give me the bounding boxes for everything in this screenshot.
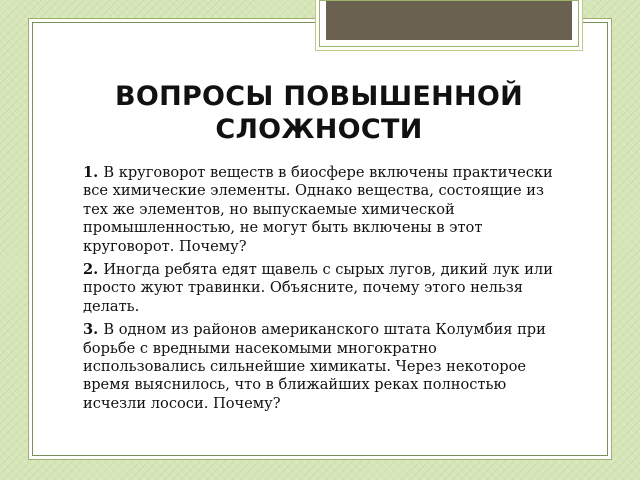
slide-title: ВОПРОСЫ ПОВЫШЕННОЙ СЛОЖНОСТИ xyxy=(114,81,524,145)
photo-image xyxy=(326,1,572,40)
question-item-1 xyxy=(83,164,553,256)
questions-list xyxy=(83,164,553,418)
question-text: В круговорот веществ в биосфере включены практически все химические элементы. Однако вещества, состоящие из тех же элементов, но выпускаемые химической промышленностью, не могут быть включены в этот круговорот. Почему? xyxy=(83,164,553,255)
question-text: В одном из районов американского штата Колумбия при борьбе с вредными насекомыми многократно использовались сильнейшие химикаты. Через некоторое время выяснилось, что в ближайших реках полностью исчезли лососи. Почему? xyxy=(83,321,546,412)
question-item-3 xyxy=(83,321,553,413)
question-text: Иногда ребята едят щавель с сырых лугов, дикий лук или просто жуют травинки. Объясните, почему этого нельзя делать. xyxy=(83,261,553,315)
photo-placeholder xyxy=(319,0,579,47)
question-number: 3. xyxy=(83,321,104,339)
question-item-2 xyxy=(83,261,553,316)
question-number: 1. xyxy=(83,164,104,181)
question-number: 2. xyxy=(83,261,104,279)
